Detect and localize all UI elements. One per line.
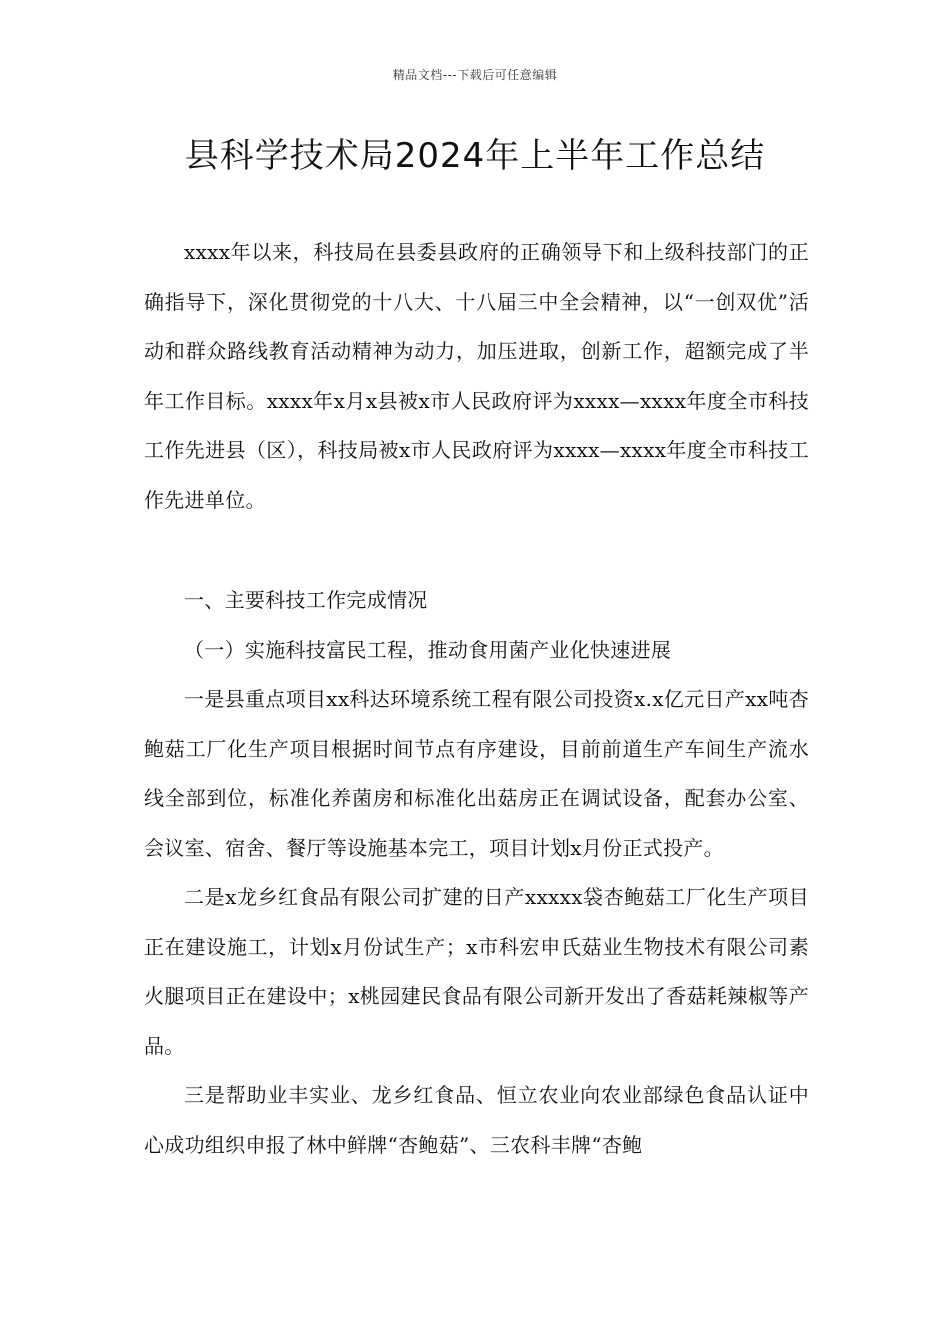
- section-block: [144, 576, 809, 1170]
- intro-paragraph: xxxx年以来，科技局在县委县政府的正确领导下和上级科技部门的正确指导下，深化贯彻党的十八大、十八届三中全会精神，以“一创双优”活动和群众路线教育活动精神为动力，加压进取，创新工作，超额完成了半年工作目标。xxxx年x月x县被x市人民政府评为xxxx—xxxx年度全市科技工作先进县（区），科技局被x市人民政府评为xxxx—xxxx年度全市科技工作先进单位。: [144, 240, 809, 512]
- document-title: 县科学技术局2024年上半年工作总结: [184, 136, 766, 176]
- subsection-heading: （一）实施科技富民工程，推动食用菌产业化快速进展: [184, 637, 672, 662]
- body-paragraph: 二是x龙乡红食品有限公司扩建的日产xxxxx袋杏鲍菇工厂化生产项目正在建设施工，计划x月份试生产；x市科宏申氏菇业生物技术有限公司素火腿项目正在建设中；x桃园建民食品有限公司新开发出了香菇耗辣椒等产品。: [144, 885, 809, 1058]
- body-paragraph: 一是县重点项目xx科达环境系统工程有限公司投资x.x亿元日产xx吨杏鲍菇工厂化生产项目根据时间节点有序建设，目前前道生产车间生产流水线全部到位，标准化养菌房和标准化出菇房正在调试设备，配套办公室、会议室、宿舍、餐厅等设施基本完工，项目计划x月份正式投产。: [144, 687, 809, 860]
- header-note: 精品文档---下载后可任意编辑: [392, 68, 558, 82]
- intro-block: [144, 228, 809, 525]
- section-heading: 一、主要科技工作完成情况: [184, 588, 428, 612]
- body-paragraph: 三是帮助业丰实业、龙乡红食品、恒立农业向农业部绿色食品认证中心成功组织申报了林中鲜牌“杏鲍菇”、三农科丰牌“杏鲍: [144, 1083, 809, 1157]
